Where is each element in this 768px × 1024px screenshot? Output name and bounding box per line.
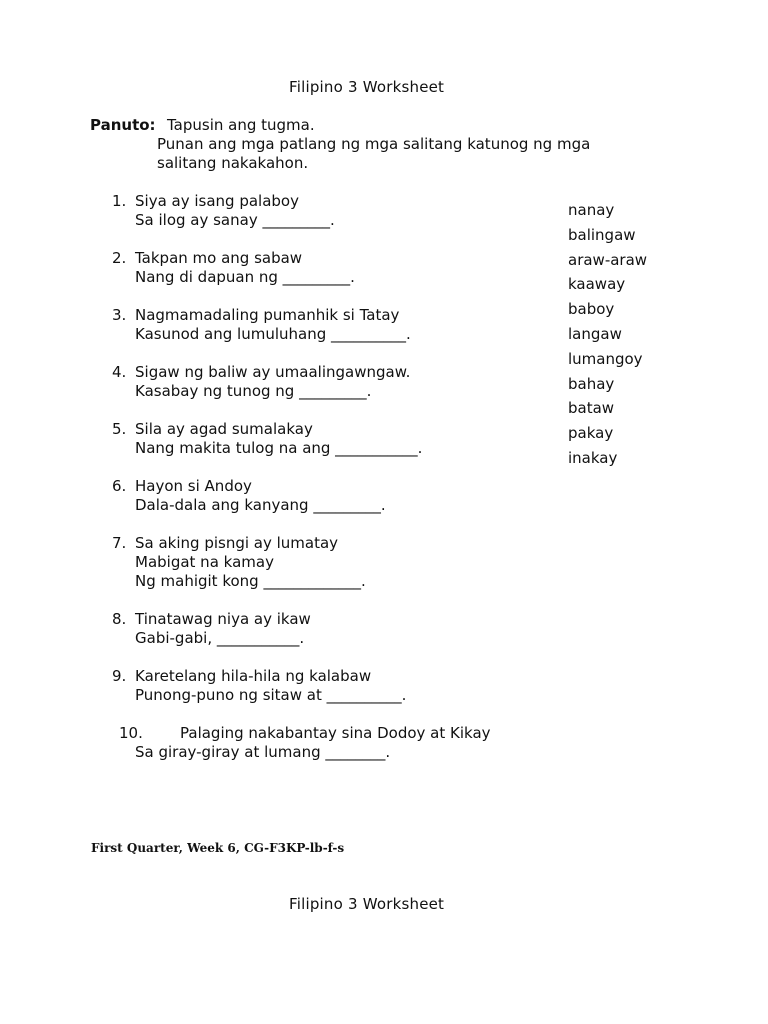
worksheet-title: Filipino 3 Worksheet <box>289 78 445 96</box>
instructions-line-3: salitang nakakahon. <box>157 154 309 172</box>
question-line-2: Kasabay ng tunog ng _________. <box>135 382 372 400</box>
question-number: 6. <box>112 477 127 495</box>
word-bank-item: bahay <box>568 374 615 393</box>
word-bank-item: nanay <box>568 201 615 219</box>
question-number: 2. <box>112 249 127 267</box>
question-line-2: Sa giray-giray at lumang ________. <box>135 743 391 761</box>
word-bank-item: kaaway <box>568 275 626 294</box>
question-item-9 <box>112 667 406 705</box>
question-line-2: Dala-dala ang kanyang _________. <box>135 496 386 514</box>
question-line-2: Mabigat na kamay <box>135 553 274 571</box>
question-line-3: Ng mahigit kong _____________. <box>135 572 366 590</box>
word-bank-item: pakay <box>568 424 614 443</box>
question-item-3 <box>112 306 411 344</box>
question-number: 5. <box>112 420 127 438</box>
question-line-2: Punong-puno ng sitaw at __________. <box>135 686 407 704</box>
question-item-8 <box>112 610 311 648</box>
word-bank-item: bataw <box>568 399 615 418</box>
question-line-1: Sigaw ng baliw ay umaalingawngaw. <box>135 363 411 381</box>
question-line-1: Karetelang hila-hila ng kalabaw <box>135 667 372 685</box>
instructions-label: Panuto: <box>90 116 156 134</box>
question-line-2: Nang di dapuan ng _________. <box>135 268 355 286</box>
word-bank-item: lumangoy <box>568 349 643 368</box>
instructions-line-1: Tapusin ang tugma. <box>167 116 315 134</box>
question-line-1: Sila ay agad sumalakay <box>135 420 313 438</box>
word-bank-item: balingaw <box>568 225 636 244</box>
question-line-2: Sa ilog ay sanay _________. <box>135 211 335 229</box>
word-bank-item: baboy <box>568 300 615 319</box>
question-line-1: Nagmamadaling pumanhik si Tatay <box>135 306 400 324</box>
question-item-2 <box>112 249 355 287</box>
question-line-2: Gabi-gabi, ___________. <box>135 629 305 647</box>
question-line-1: Takpan mo ang sabaw <box>135 249 303 267</box>
question-number: 1. <box>112 192 127 210</box>
word-bank-item: langaw <box>568 324 622 343</box>
word-bank-item: araw-araw <box>568 250 648 269</box>
question-line-1: Siya ay isang palaboy <box>135 192 299 210</box>
question-number: 7. <box>112 534 127 552</box>
question-line-1: Hayon si Andoy <box>135 477 252 495</box>
question-number: 4. <box>112 363 127 381</box>
question-number: 3. <box>112 306 127 324</box>
question-line-2: Nang makita tulog na ang ___________. <box>135 439 423 457</box>
question-line-1: Tinatawag niya ay ikaw <box>135 610 311 628</box>
footer-reference: First Quarter, Week 6, CG-F3KP-lb-f-s <box>91 841 345 855</box>
question-number: 8. <box>112 610 127 628</box>
instructions-line-2: Punan ang mga patlang ng mga salitang katunog ng mga <box>157 135 591 153</box>
question-line-1: Palaging nakabantay sina Dodoy at Kikay <box>180 724 491 742</box>
question-item-5 <box>112 420 422 458</box>
question-item-4 <box>112 363 410 401</box>
second-worksheet-title: Filipino 3 Worksheet <box>289 895 445 913</box>
word-bank <box>568 201 647 474</box>
question-item-10 <box>112 724 491 762</box>
word-bank-item: inakay <box>568 448 618 467</box>
question-line-1: Sa aking pisngi ay lumatay <box>135 534 339 552</box>
question-number: 10. <box>119 724 143 742</box>
question-item-6 <box>112 477 386 515</box>
question-number: 9. <box>112 667 127 685</box>
question-line-2: Kasunod ang lumuluhang __________. <box>135 325 411 343</box>
question-item-1 <box>112 192 335 230</box>
question-item-7 <box>112 534 366 591</box>
